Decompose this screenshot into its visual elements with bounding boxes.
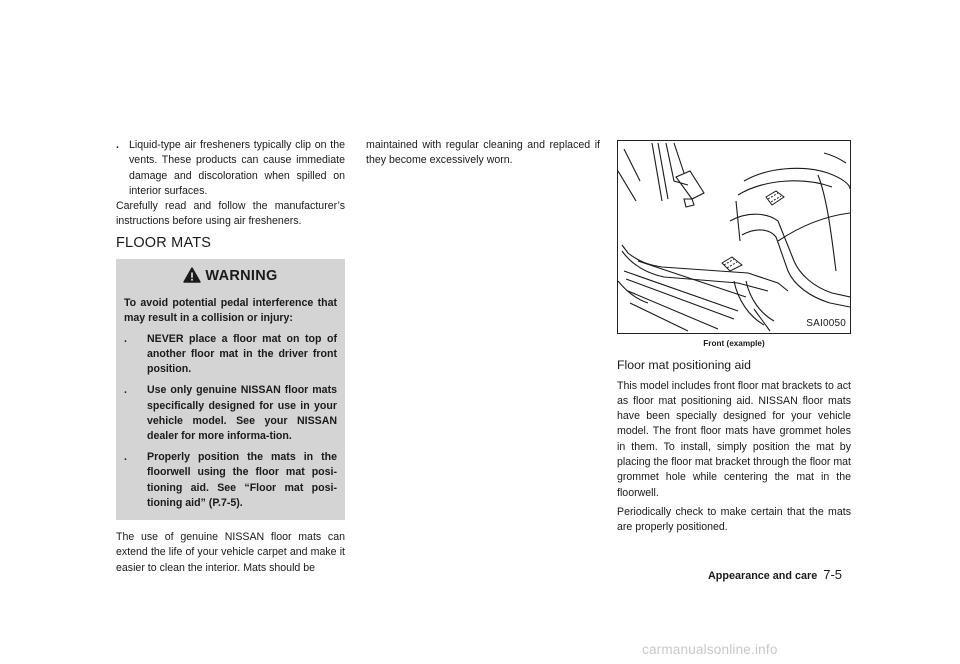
warning-item <box>124 332 337 378</box>
paragraph: The use of genuine NISSAN floor mats can extend the life of your vehicle carpet and make it easier to clean the interior. Mats should be <box>116 530 345 574</box>
floor-mat-drawing <box>618 141 850 333</box>
watermark: carmanualsonline.info <box>642 642 778 657</box>
warning-item <box>124 450 337 511</box>
page-number: 7-5 <box>823 567 843 582</box>
warning-box <box>116 259 345 520</box>
bullet-text: Liquid-type air fresheners typically clip on the vents. These products can cause immediate damage and discoloration when spilled on interior surfaces. <box>129 139 345 197</box>
paragraph: This model includes front floor mat brackets to act as floor mat positioning aid. NISSAN floor mats have been specially designed for your vehicle model. The front floor mats have grommet holes in them. To install, simply position the mat by placing the floor mat bracket through the floor mat grommet hole while centering the mat in the floorwell. <box>617 379 851 499</box>
paragraph: Periodically check to make certain that the mats are properly positioned. <box>617 505 851 534</box>
bullet-mark: . <box>116 139 119 151</box>
list-item <box>116 138 345 199</box>
paragraph: Carefully read and follow the manufacturer’s instructions before using air fresheners. <box>116 200 345 228</box>
footer-section-title: Appearance and care <box>708 570 818 582</box>
figure-caption: Front (example) <box>703 339 765 348</box>
section-heading: FLOOR MATS <box>116 234 212 251</box>
warning-item <box>124 383 337 444</box>
paragraph: maintained with regular cleaning and replaced if they become excessively worn. <box>366 139 600 167</box>
bullet-mark: . <box>124 332 127 345</box>
warning-triangle-icon <box>183 267 201 283</box>
subsection-heading: Floor mat positioning aid <box>617 358 751 373</box>
warning-header <box>124 267 337 284</box>
figure-code: SAI0050 <box>806 317 846 329</box>
bullet-mark: . <box>124 451 127 464</box>
floor-mat-illustration <box>617 140 851 334</box>
column-middle <box>366 138 600 169</box>
warning-item-text: Properly position the mats in the floorwell using the floor mat posi-tioning aid. See “Floor mat posi-tioning aid” (P.7-5). <box>147 451 337 509</box>
bullet-mark: . <box>124 384 127 397</box>
column-right <box>617 140 851 536</box>
column-left <box>116 138 345 576</box>
warning-item-text: NEVER place a floor mat on top of another floor mat in the driver front position. <box>147 332 337 376</box>
page-footer <box>708 567 868 582</box>
warning-title: WARNING <box>205 268 278 285</box>
warning-item-text: Use only genuine NISSAN floor mats specifically designed for use in your vehicle model. See your NISSAN dealer for more informa-tion. <box>147 384 337 442</box>
warning-intro: To avoid potential pedal interference that may result in a collision or injury: <box>124 297 337 325</box>
